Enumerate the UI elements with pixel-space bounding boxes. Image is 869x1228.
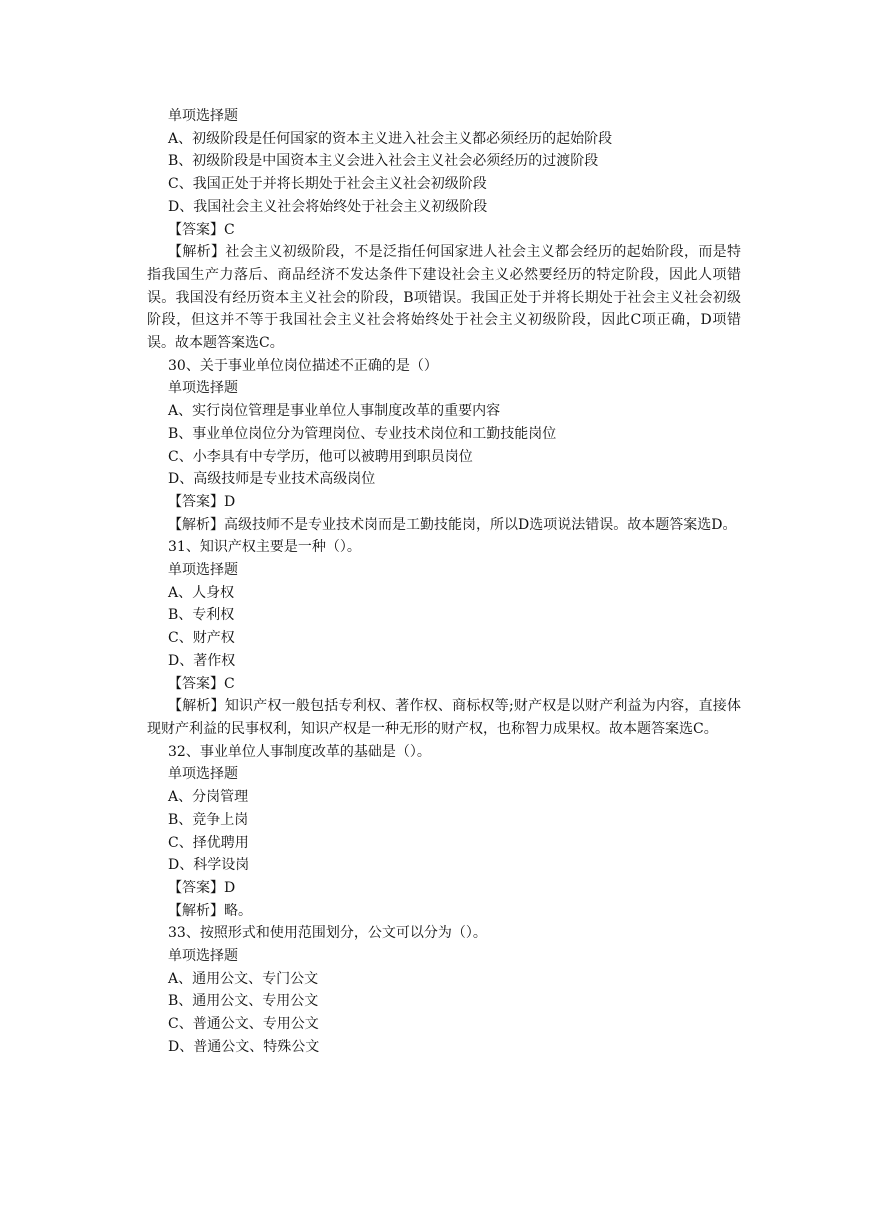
text-line: 单项选择题	[168, 108, 238, 124]
text-line: 单项选择题	[168, 380, 238, 397]
text-line: A、初级阶段是任何国家的资本主义进入社会主义都必须经历的起始阶段	[168, 130, 613, 147]
text-line: A、通用公文、专门公文	[168, 970, 319, 987]
text-line: C、普通公文、专用公文	[168, 1016, 319, 1033]
text-line: 【解析】略。	[168, 902, 252, 919]
text-line: C、择优聘用	[168, 834, 249, 851]
text-line: C、财产权	[168, 630, 235, 647]
text-line: D、著作权	[168, 652, 236, 669]
text-line: B、通用公文、专用公文	[168, 993, 319, 1010]
text-line: 【答案】C	[168, 675, 235, 692]
text-line: A、实行岗位管理是事业单位人事制度改革的重要内容	[168, 403, 501, 420]
text-line: 【答案】D	[168, 879, 236, 896]
text-line: 30、关于事业单位岗位描述不正确的是（）	[168, 357, 438, 374]
text-line: B、初级阶段是中国资本主义会进入社会主义社会必须经历的过渡阶段	[168, 153, 599, 170]
text-line: 33、按照形式和使用范围划分，公文可以分为（）。	[168, 925, 487, 942]
text-line: 31、知识产权主要是一种（）。	[168, 539, 361, 556]
text-line: 32、事业单位人事制度改革的基础是（）。	[168, 743, 431, 760]
text-line: 【答案】D	[168, 493, 236, 510]
text-line: B、专利权	[168, 607, 235, 624]
text-line: 单项选择题	[168, 766, 238, 783]
text-line: D、科学设岗	[168, 857, 250, 874]
explanation-paragraph: 【解析】知识产权一般包括专利权、著作权、商标权等;财产权是以财产利益为内容，直接体现财产利益的民事权利，知识产权是一种无形的财产权，也称智力成果权。故本题答案选C。	[147, 698, 741, 737]
text-line: D、我国社会主义社会将始终处于社会主义初级阶段	[168, 198, 488, 215]
explanation-paragraph: 【解析】高级技师不是专业技术岗而是工勤技能岗，所以D选项说法错误。故本题答案选D。	[168, 516, 737, 533]
text-line: A、人身权	[168, 584, 235, 601]
text-line: B、竞争上岗	[168, 811, 249, 828]
text-line: C、小李具有中专学历，他可以被聘用到职员岗位	[168, 448, 473, 465]
text-line: D、高级技师是专业技术高级岗位	[168, 471, 376, 488]
text-line: 单项选择题	[168, 562, 238, 579]
text-line: 【答案】C	[168, 221, 235, 238]
text-line: D、普通公文、特殊公文	[168, 1038, 320, 1055]
explanation-paragraph: 【解析】社会主义初级阶段，不是泛指任何国家进人社会主义都会经历的起始阶段，而是特指我国生产力落后、商品经济不发达条件下建设社会主义必然要经历的特定阶段，因此人项错误。我国没有经历资本主义社会的阶段，B项错误。我国正处于并将长期处于社会主义社会初级阶段，但这并不等于我国社会主义社会将始终处于社会主义初级阶段，因此C项正确，D项错误。故本题答案选C。	[147, 244, 741, 352]
text-line: C、我国正处于并将长期处于社会主义社会初级阶段	[168, 176, 487, 193]
document-body	[147, 105, 741, 1059]
text-line: B、事业单位岗位分为管理岗位、专业技术岗位和工勤技能岗位	[168, 425, 557, 442]
text-line: A、分岗管理	[168, 789, 249, 806]
text-line: 单项选择题	[168, 948, 238, 965]
